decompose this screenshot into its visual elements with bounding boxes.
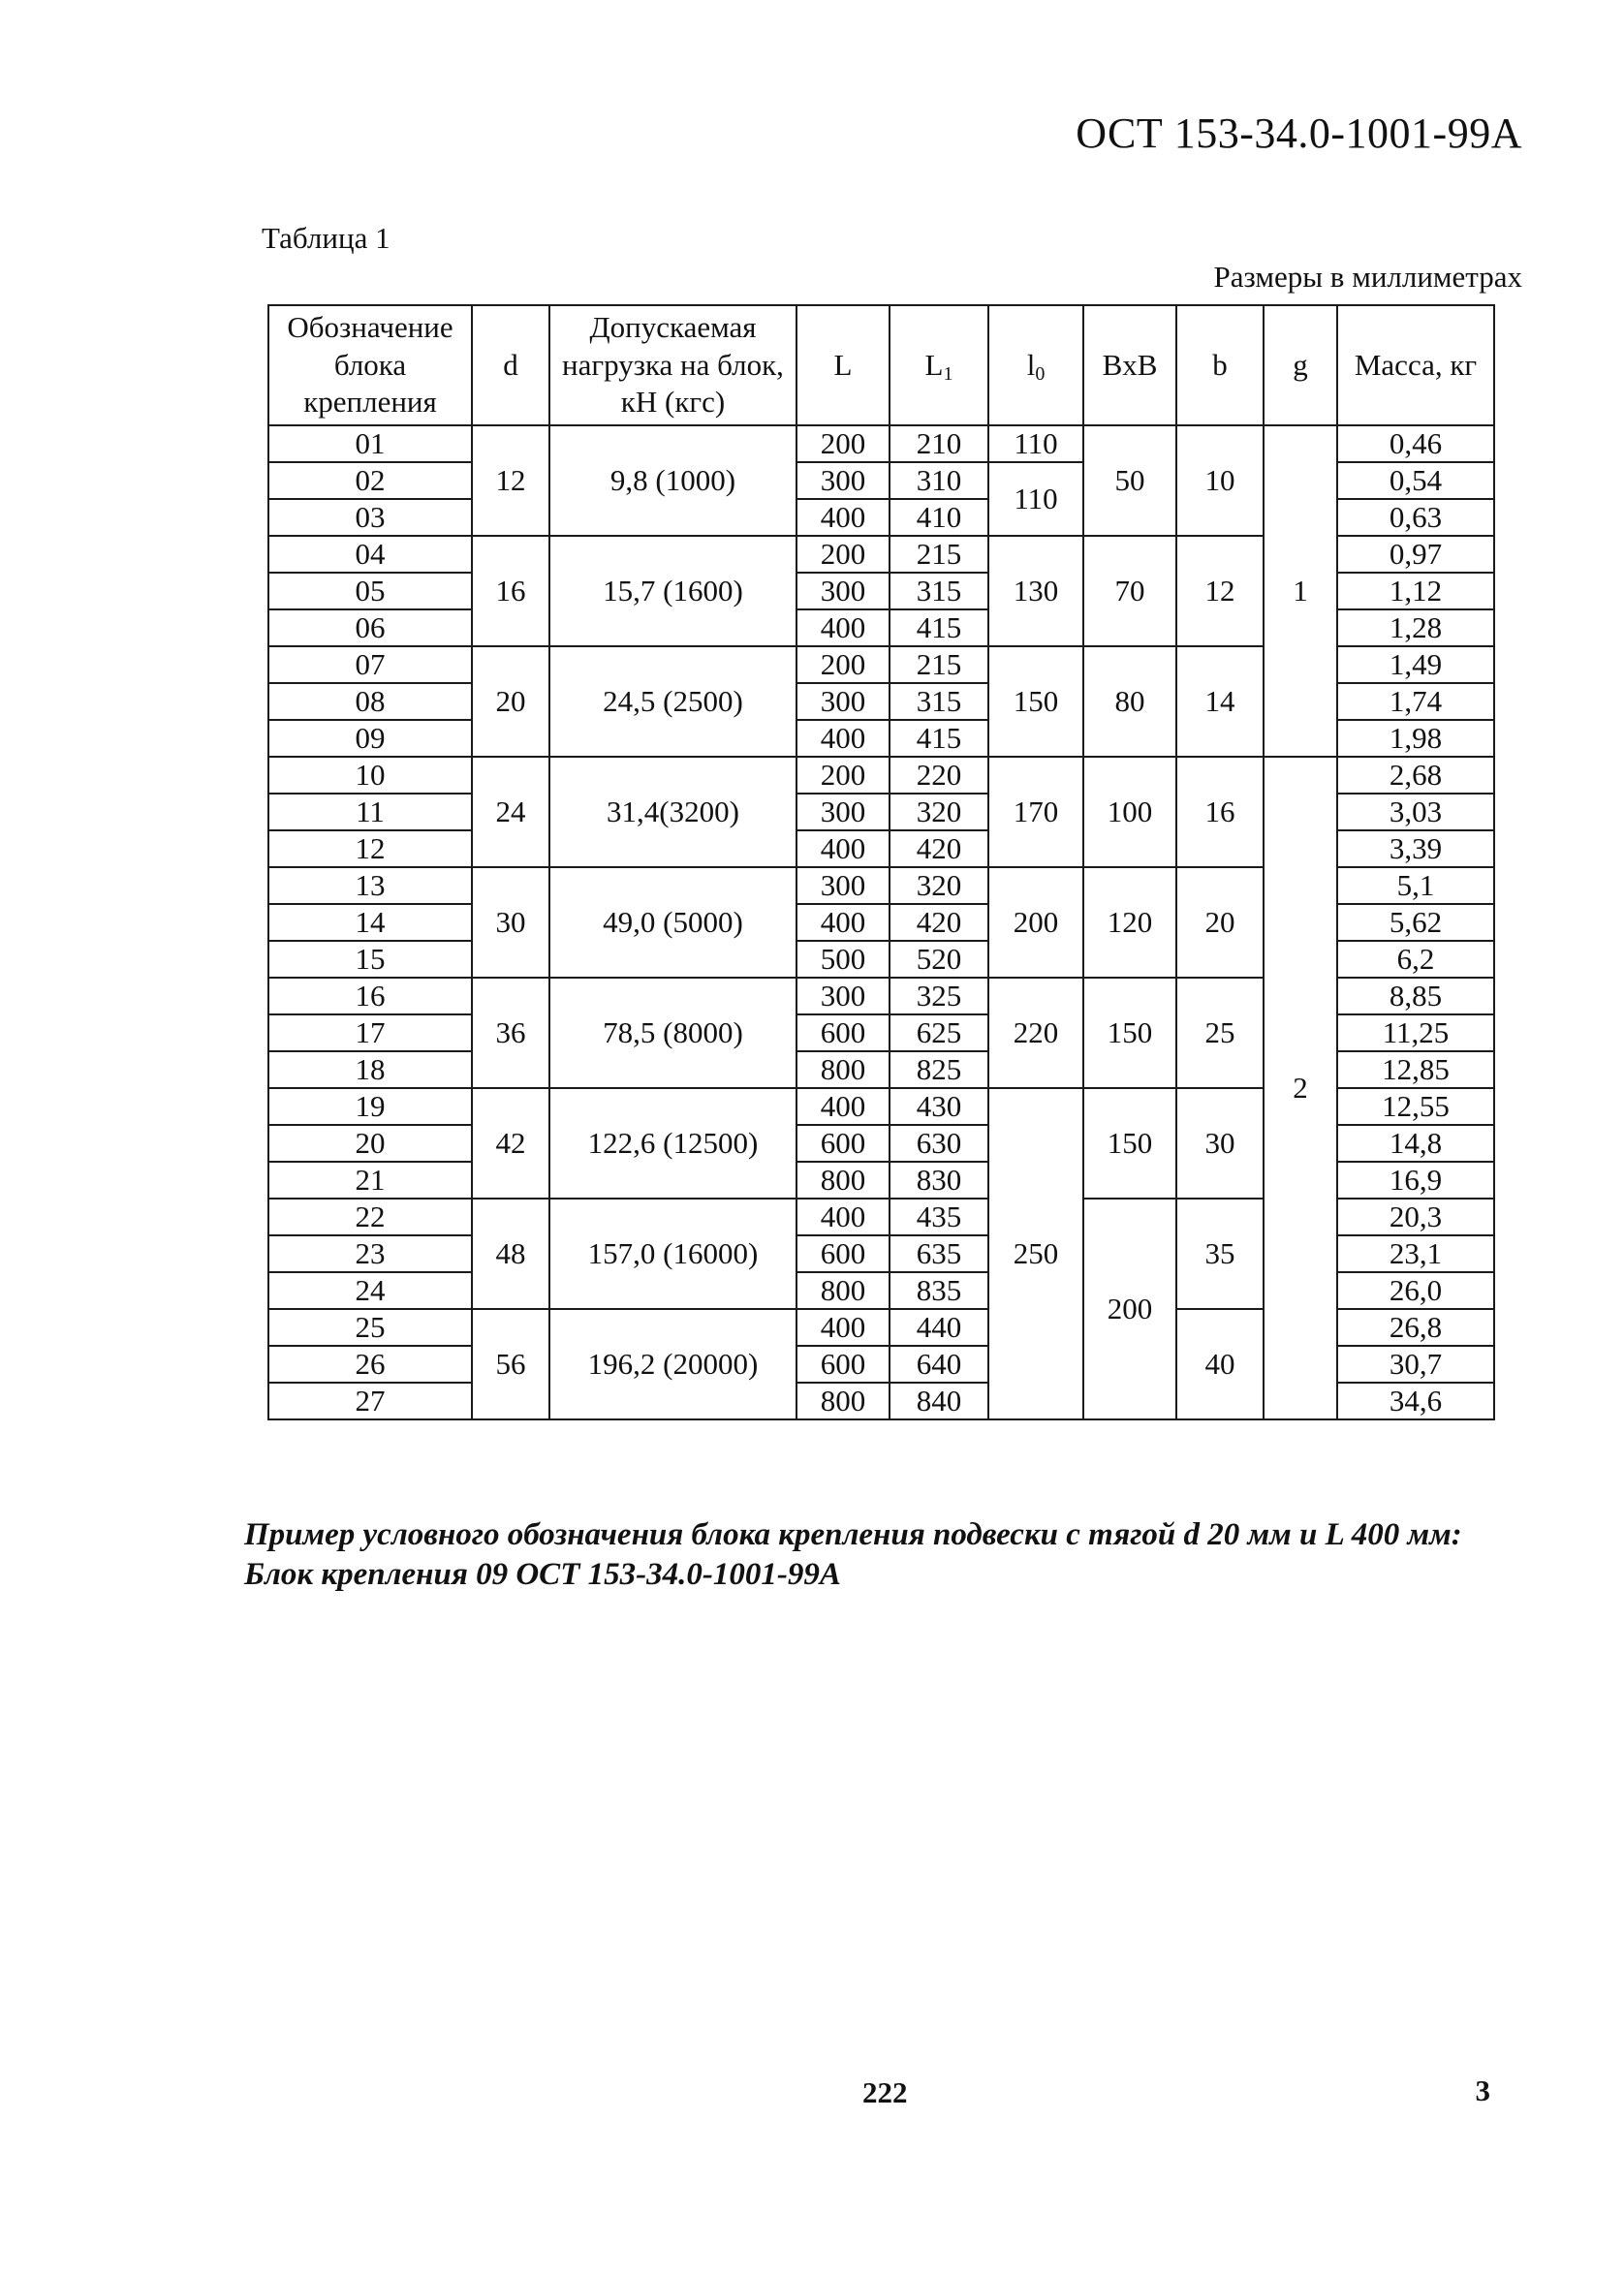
cell-d: 24: [472, 757, 549, 867]
cell-L1: 320: [890, 867, 988, 904]
cell-L: 200: [796, 757, 890, 794]
cell-BxB: 50: [1083, 425, 1176, 536]
cell-L: 300: [796, 683, 890, 720]
cell-load: 15,7 (1600): [549, 536, 796, 646]
cell-L1: 215: [890, 536, 988, 573]
cell-designation: 01: [268, 425, 472, 462]
cell-l0: 110: [988, 425, 1083, 462]
page-number-center: 222: [862, 2075, 908, 2109]
cell-L: 400: [796, 499, 890, 536]
cell-L: 200: [796, 425, 890, 462]
cell-mass: 3,39: [1337, 830, 1494, 867]
cell-L1: 830: [890, 1162, 988, 1199]
document-code: ОСТ 153-34.0-1001-99А: [1076, 109, 1522, 157]
cell-designation: 02: [268, 462, 472, 499]
cell-designation: 05: [268, 573, 472, 609]
cell-l0: 130: [988, 536, 1083, 646]
cell-BxB: 150: [1083, 978, 1176, 1088]
cell-load: 9,8 (1000): [549, 425, 796, 536]
cell-designation: 23: [268, 1235, 472, 1272]
cell-L: 400: [796, 1309, 890, 1346]
cell-L: 200: [796, 536, 890, 573]
cell-designation: 12: [268, 830, 472, 867]
cell-b: 10: [1176, 425, 1264, 536]
cell-mass: 0,46: [1337, 425, 1494, 462]
cell-L1: 410: [890, 499, 988, 536]
cell-l0: 150: [988, 646, 1083, 757]
cell-mass: 1,12: [1337, 573, 1494, 609]
cell-L1: 220: [890, 757, 988, 794]
cell-load: 122,6 (12500): [549, 1088, 796, 1199]
cell-L: 400: [796, 830, 890, 867]
cell-designation: 25: [268, 1309, 472, 1346]
cell-l0: 250: [988, 1088, 1083, 1419]
header-d: d: [472, 305, 549, 425]
cell-designation: 17: [268, 1014, 472, 1051]
cell-load: 78,5 (8000): [549, 978, 796, 1088]
cell-l0: 200: [988, 867, 1083, 978]
cell-designation: 10: [268, 757, 472, 794]
cell-d: 36: [472, 978, 549, 1088]
cell-BxB: 100: [1083, 757, 1176, 867]
cell-L: 800: [796, 1162, 890, 1199]
table-row: [268, 757, 1494, 794]
cell-l0: 170: [988, 757, 1083, 867]
header-l0-base: l: [1026, 347, 1036, 382]
units-note: Размеры в миллиметрах: [1213, 260, 1522, 294]
cell-L: 200: [796, 646, 890, 683]
cell-L: 600: [796, 1125, 890, 1162]
header-designation: Обозначение блока крепления: [268, 305, 472, 425]
cell-L1: 315: [890, 683, 988, 720]
header-L1-sub: 1: [943, 362, 953, 385]
cell-mass: 16,9: [1337, 1162, 1494, 1199]
cell-mass: 20,3: [1337, 1199, 1494, 1235]
cell-load: 196,2 (20000): [549, 1309, 796, 1419]
cell-L1: 520: [890, 941, 988, 978]
cell-designation: 20: [268, 1125, 472, 1162]
page-number-right: 3: [1475, 2073, 1490, 2107]
cell-L1: 415: [890, 720, 988, 757]
cell-L: 300: [796, 573, 890, 609]
cell-mass: 5,1: [1337, 867, 1494, 904]
cell-L: 300: [796, 978, 890, 1014]
cell-L1: 310: [890, 462, 988, 499]
cell-L1: 215: [890, 646, 988, 683]
cell-L1: 835: [890, 1272, 988, 1309]
header-L: L: [796, 305, 890, 425]
cell-d: 16: [472, 536, 549, 646]
cell-L1: 430: [890, 1088, 988, 1125]
cell-BxB: 200: [1083, 1199, 1176, 1419]
cell-designation: 11: [268, 794, 472, 830]
cell-designation: 09: [268, 720, 472, 757]
cell-L1: 635: [890, 1235, 988, 1272]
cell-L: 800: [796, 1383, 890, 1419]
cell-g: 2: [1264, 757, 1337, 1419]
cell-BxB: 120: [1083, 867, 1176, 978]
cell-d: 12: [472, 425, 549, 536]
cell-mass: 0,97: [1337, 536, 1494, 573]
cell-designation: 08: [268, 683, 472, 720]
cell-designation: 04: [268, 536, 472, 573]
cell-designation: 13: [268, 867, 472, 904]
table-row: [268, 425, 1494, 462]
cell-b: 12: [1176, 536, 1264, 646]
cell-l0: 220: [988, 978, 1083, 1088]
fastening-block-table: [267, 304, 1495, 1420]
cell-L: 400: [796, 609, 890, 646]
cell-L: 800: [796, 1051, 890, 1088]
cell-L: 400: [796, 1088, 890, 1125]
cell-b: 16: [1176, 757, 1264, 867]
cell-designation: 27: [268, 1383, 472, 1419]
cell-d: 42: [472, 1088, 549, 1199]
cell-mass: 34,6: [1337, 1383, 1494, 1419]
cell-L: 300: [796, 867, 890, 904]
cell-designation: 07: [268, 646, 472, 683]
cell-L: 300: [796, 462, 890, 499]
cell-mass: 3,03: [1337, 794, 1494, 830]
cell-l0: 110: [988, 462, 1083, 536]
cell-load: 157,0 (16000): [549, 1199, 796, 1309]
cell-mass: 12,55: [1337, 1088, 1494, 1125]
cell-mass: 11,25: [1337, 1014, 1494, 1051]
cell-mass: 26,0: [1337, 1272, 1494, 1309]
cell-L: 400: [796, 720, 890, 757]
cell-mass: 1,74: [1337, 683, 1494, 720]
cell-d: 48: [472, 1199, 549, 1309]
cell-BxB: 80: [1083, 646, 1176, 757]
cell-load: 24,5 (2500): [549, 646, 796, 757]
cell-b: 25: [1176, 978, 1264, 1088]
cell-L1: 415: [890, 609, 988, 646]
cell-L1: 210: [890, 425, 988, 462]
cell-b: 30: [1176, 1088, 1264, 1199]
cell-mass: 30,7: [1337, 1346, 1494, 1383]
cell-designation: 15: [268, 941, 472, 978]
cell-L1: 625: [890, 1014, 988, 1051]
cell-b: 20: [1176, 867, 1264, 978]
cell-mass: 6,2: [1337, 941, 1494, 978]
cell-L1: 630: [890, 1125, 988, 1162]
cell-mass: 23,1: [1337, 1235, 1494, 1272]
cell-L1: 315: [890, 573, 988, 609]
cell-g: 1: [1264, 425, 1337, 757]
cell-L1: 440: [890, 1309, 988, 1346]
cell-designation: 22: [268, 1199, 472, 1235]
header-b: b: [1176, 305, 1264, 425]
header-L1: [890, 305, 988, 425]
cell-L: 800: [796, 1272, 890, 1309]
cell-L: 600: [796, 1014, 890, 1051]
cell-designation: 24: [268, 1272, 472, 1309]
cell-L: 600: [796, 1346, 890, 1383]
cell-designation: 19: [268, 1088, 472, 1125]
cell-L1: 325: [890, 978, 988, 1014]
cell-d: 20: [472, 646, 549, 757]
header-g: g: [1264, 305, 1337, 425]
cell-L1: 420: [890, 904, 988, 941]
cell-L1: 435: [890, 1199, 988, 1235]
cell-BxB: 150: [1083, 1088, 1176, 1199]
cell-b: 14: [1176, 646, 1264, 757]
cell-L: 600: [796, 1235, 890, 1272]
cell-mass: 0,54: [1337, 462, 1494, 499]
designation-example-line1: Пример условного обозначения блока крепления подвески с тягой d 20 мм и L 400 мм:: [244, 1517, 1462, 1552]
header-l0-sub: 0: [1035, 362, 1046, 385]
cell-mass: 8,85: [1337, 978, 1494, 1014]
header-L1-base: L: [924, 347, 944, 382]
cell-designation: 14: [268, 904, 472, 941]
header-BxB: BxB: [1083, 305, 1176, 425]
cell-mass: 1,28: [1337, 609, 1494, 646]
cell-L1: 840: [890, 1383, 988, 1419]
header-l0: [988, 305, 1083, 425]
cell-designation: 16: [268, 978, 472, 1014]
cell-L: 400: [796, 1199, 890, 1235]
cell-d: 56: [472, 1309, 549, 1419]
cell-d: 30: [472, 867, 549, 978]
cell-L1: 640: [890, 1346, 988, 1383]
cell-mass: 1,49: [1337, 646, 1494, 683]
cell-designation: 18: [268, 1051, 472, 1088]
cell-b: 35: [1176, 1199, 1264, 1309]
header-mass: Масса, кг: [1337, 305, 1494, 425]
cell-L: 400: [796, 904, 890, 941]
cell-mass: 1,98: [1337, 720, 1494, 757]
cell-designation: 03: [268, 499, 472, 536]
cell-designation: 26: [268, 1346, 472, 1383]
designation-example-line2: Блок крепления 09 ОСТ 153-34.0-1001-99А: [244, 1557, 841, 1593]
cell-load: 49,0 (5000): [549, 867, 796, 978]
cell-mass: 14,8: [1337, 1125, 1494, 1162]
cell-mass: 2,68: [1337, 757, 1494, 794]
cell-mass: 0,63: [1337, 499, 1494, 536]
cell-L1: 825: [890, 1051, 988, 1088]
cell-L: 300: [796, 794, 890, 830]
header-load: Допускаемая нагрузка на блок, кН (кгс): [549, 305, 796, 425]
table-title: Таблица 1: [262, 221, 390, 255]
cell-mass: 5,62: [1337, 904, 1494, 941]
cell-b: 40: [1176, 1309, 1264, 1419]
designation-example: [244, 1515, 1462, 1596]
cell-mass: 12,85: [1337, 1051, 1494, 1088]
cell-load: 31,4(3200): [549, 757, 796, 867]
cell-mass: 26,8: [1337, 1309, 1494, 1346]
cell-L: 500: [796, 941, 890, 978]
cell-designation: 06: [268, 609, 472, 646]
cell-BxB: 70: [1083, 536, 1176, 646]
cell-L1: 320: [890, 794, 988, 830]
cell-L1: 420: [890, 830, 988, 867]
cell-designation: 21: [268, 1162, 472, 1199]
